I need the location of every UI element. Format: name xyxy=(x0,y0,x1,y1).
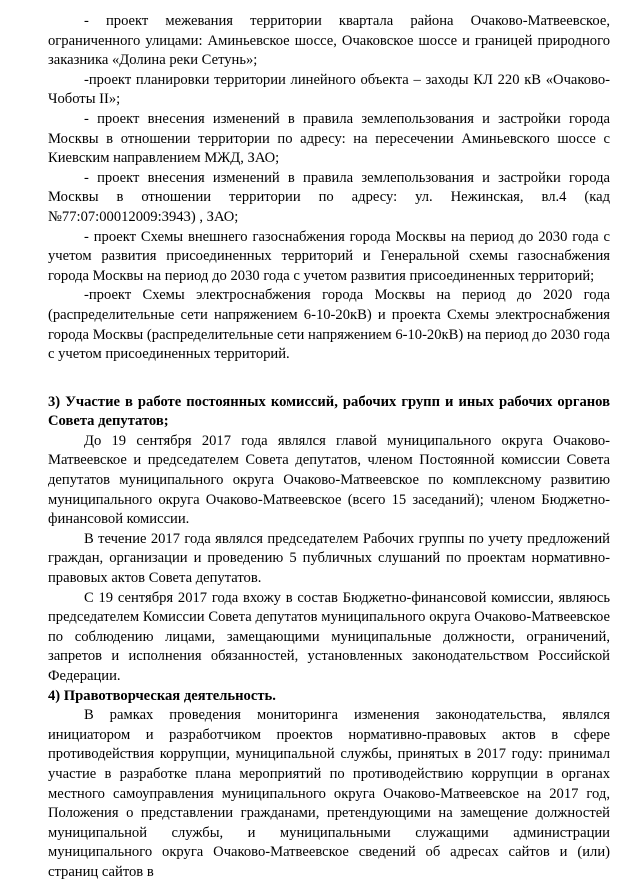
list-item: - проект Схемы внешнего газоснабжения города Москвы на период до 2030 года с учетом развития присоединенных территорий и Генеральной схемы газоснабжения города Москвы на период до 2030 года с учетом развития присоединенных территорий; xyxy=(48,228,610,284)
list-item: -проект планировки территории линейного объекта – заходы КЛ 220 кВ «Очаково-Чоботы II»; xyxy=(48,71,610,108)
list-item: - проект межевания территории квартала района Очаково-Матвеевское, ограниченного улицами: Аминьевское шоссе, Очаковское шоссе и границей природного заказника «Долина реки Сетунь»; xyxy=(48,13,610,69)
section-4-paragraph: В рамках проведения мониторинга изменения законодательства, являлся инициатором и разработчиком проектов нормативно-правовых актов в сфере противодействия коррупции, муниципальной службы, принятых в 2017 году: принимал участие в разработке плана мероприятий по противодействию коррупции в органах местного самоуправления муниципального округа Очаково-Матвеевское на 2017 год, Положения о представлении гражданами, претендующими на замещение должностей муниципальной службы, и муниципальными служащими администрации муниципального округа Очаково-Матвеевское сведений об адресах сайтов и (или) страниц сайтов в xyxy=(48,707,610,880)
document-page xyxy=(48,12,610,883)
section-3-paragraph: В течение 2017 года являлся председателем Рабочих группы по учету предложений граждан, организации и проведению 5 публичных слушаний по проектам нормативно-правовых актов Совета депутатов. xyxy=(48,530,610,587)
list-item: - проект внесения изменений в правила землепользования и застройки города Москвы в отношении территории по адресу: ул. Нежинская, вл.4 (кад №77:07:00012009:3943) , ЗАО; xyxy=(48,169,610,225)
section-4-heading: 4) Правотворческая деятельность. xyxy=(48,687,276,704)
section-3-paragraph: С 19 сентября 2017 года вхожу в состав Бюджетно-финансовой комиссии, являюсь председателем Комиссии Совета депутатов муниципального округа Очаково-Матвеевское по соблюдению лицами, замещающими муниципальные должности, ограничений, запретов и исполнения обязанностей, установленных законодательством Российской Федерации. xyxy=(48,589,610,684)
list-item: - проект внесения изменений в правила землепользования и застройки города Москвы в отношении территории по адресу: на пересечении Аминьевского шоссе с Киевским направлением МЖД, ЗАО; xyxy=(48,110,610,167)
section-3-paragraph: До 19 сентября 2017 года являлся главой муниципального округа Очаково-Матвеевское и председателем Совета депутатов, членом Постоянной комиссии Совета депутатов муниципального округа Очаково-Матвеевское по комплексному развитию муниципального округа Очаково-Матвеевское (всего 15 заседаний); членом Бюджетно-финансовой комиссии. xyxy=(48,432,610,528)
list-item: -проект Схемы электроснабжения города Москвы на период до 2020 года (распределительные сети напряжением 6-10-20кВ) и проекта Схемы электроснабжения города Москвы (распределительные сети напряжением 6-10-20кВ) на период до 2030 года с учетом присоединенных территорий. xyxy=(48,287,610,363)
section-3-heading: 3) Участие в работе постоянных комиссий, рабочих групп и иных рабочих органов Совета депутатов; xyxy=(48,393,610,430)
section-gap xyxy=(48,365,610,393)
